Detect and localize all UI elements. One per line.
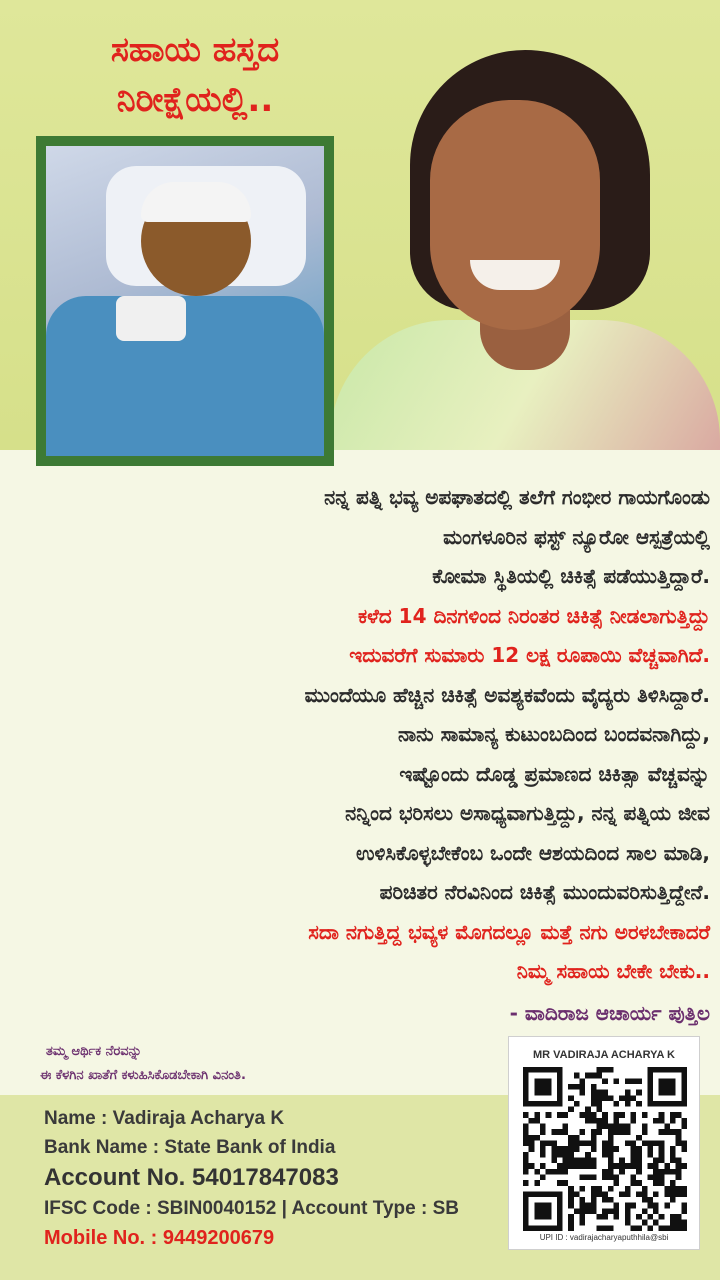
message-line-highlight: ಕಳೆದ 14 ದಿನಗಳಿಂದ ನಿರಂತರ ಚಿಕಿತ್ಸೆ ನೀಡಲಾಗುತ್ತಿದ್ದು [358, 603, 710, 628]
headline [40, 25, 350, 125]
message-line: ಇಷ್ಟೊಂದು ದೊಡ್ಡ ಪ್ರಮಾಣದ ಚಿಕಿತ್ಸಾ ವೆಚ್ಚವನ್ನು [399, 761, 710, 786]
upi-qr-card[interactable] [508, 1036, 700, 1250]
mobile-number[interactable]: Mobile No. : 9449200679 [44, 1227, 275, 1249]
hospital-patient-photo [36, 136, 334, 466]
message-line: ಮುಂದೆಯೂ ಹೆಚ್ಚಿನ ಚಿಕಿತ್ಸೆ ಅವಶ್ಯಕವೆಂದು ವೈದ್ಯರು ತಿಳಿಸಿದ್ದಾರೆ. [304, 682, 710, 707]
donation-request-line-2: ಈ ಕೆಳಗಿನ ಖಾತೆಗೆ ಕಳುಹಿಸಿಕೊಡಬೇಕಾಗಿ ವಿನಂತಿ. [40, 1068, 246, 1083]
appeal-message [70, 478, 710, 1033]
message-line-highlight: ನಿಮ್ಮ ಸಹಾಯ ಬೇಕೇ ಬೇಕು.. [516, 959, 710, 983]
message-line-highlight: ಸದಾ ನಗುತ್ತಿದ್ದ ಭವ್ಯಳ ಮೊಗದಲ್ಲೂ ಮತ್ತೆ ನಗು ಅರಳಬೇಕಾದರೆ [308, 919, 710, 944]
bank-details [44, 1104, 514, 1253]
headline-line-2: ನಿರೀಕ್ಷೆಯಲ್ಲಿ.. [116, 80, 274, 120]
message-line: ಉಳಿಸಿಕೊಳ್ಳಬೇಕೆಂಬ ಒಂದೇ ಆಶಯದಿಂದ ಸಾಲ ಮಾಡಿ, [356, 840, 710, 865]
account-number[interactable]: Account No. 54017847083 [44, 1164, 339, 1191]
signature: - ವಾದಿರಾಜ ಆಚಾರ್ಯ ಪುತ್ತಿಲ [509, 1000, 710, 1025]
message-line: ಪರಿಚಿತರ ನೆರವಿನಿಂದ ಚಿಕಿತ್ಸೆ ಮುಂದುವರಿಸುತ್ತಿದ್ದೇನೆ. [379, 880, 710, 904]
donation-request [40, 1040, 440, 1088]
account-holder-name: Name : Vadiraja Acharya K [44, 1108, 285, 1129]
message-line: ಕೋಮಾ ಸ್ಥಿತಿಯಲ್ಲಿ ಚಿಕಿತ್ಸೆ ಪಡೆಯುತ್ತಿದ್ದಾರೆ. [432, 564, 710, 588]
message-line: ನನ್ನ ಪತ್ನಿ ಭವ್ಯ ಅಪಘಾತದಲ್ಲಿ ತಲೆಗೆ ಗಂಭೀರ ಗಾಯಗೊಂಡು [324, 485, 710, 509]
message-line: ಮಂಗಳೂರಿನ ಫಸ್ಟ್ ನ್ಯೂರೋ ಆಸ್ಪತ್ರೆಯಲ್ಲಿ [443, 524, 710, 549]
bank-name: Bank Name : State Bank of India [44, 1137, 336, 1158]
message-line: ನಾನು ಸಾಮಾನ್ಯ ಕುಟುಂಬದಿಂದ ಬಂದವನಾಗಿದ್ದು, [397, 722, 710, 746]
qr-title: MR VADIRAJA ACHARYA K [533, 1049, 675, 1061]
message-line: ನನ್ನಿಂದ ಭರಿಸಲು ಅಸಾಧ್ಯವಾಗುತ್ತಿದ್ದು, ನನ್ನ ಪತ್ನಿಯ ಜೀವ [345, 801, 710, 825]
woman-portrait-photo [330, 40, 720, 450]
headline-line-1: ಸಹಾಯ ಹಸ್ತದ [110, 30, 280, 70]
qr-code-icon[interactable] [523, 1067, 687, 1231]
donation-request-line-1: ತಮ್ಮ ಆರ್ಥಿಕ ನೆರವನ್ನು [46, 1044, 142, 1059]
ifsc-and-account-type[interactable]: IFSC Code : SBIN0040152 | Account Type : SB [44, 1198, 459, 1219]
message-line-highlight: ಇದುವರೆಗೆ ಸುಮಾರು 12 ಲಕ್ಷ ರೂಪಾಯಿ ವೆಚ್ಚವಾಗಿದೆ. [349, 643, 710, 667]
upi-id[interactable]: UPI ID : vadirajacharyaputhhila@sbi [539, 1233, 669, 1242]
